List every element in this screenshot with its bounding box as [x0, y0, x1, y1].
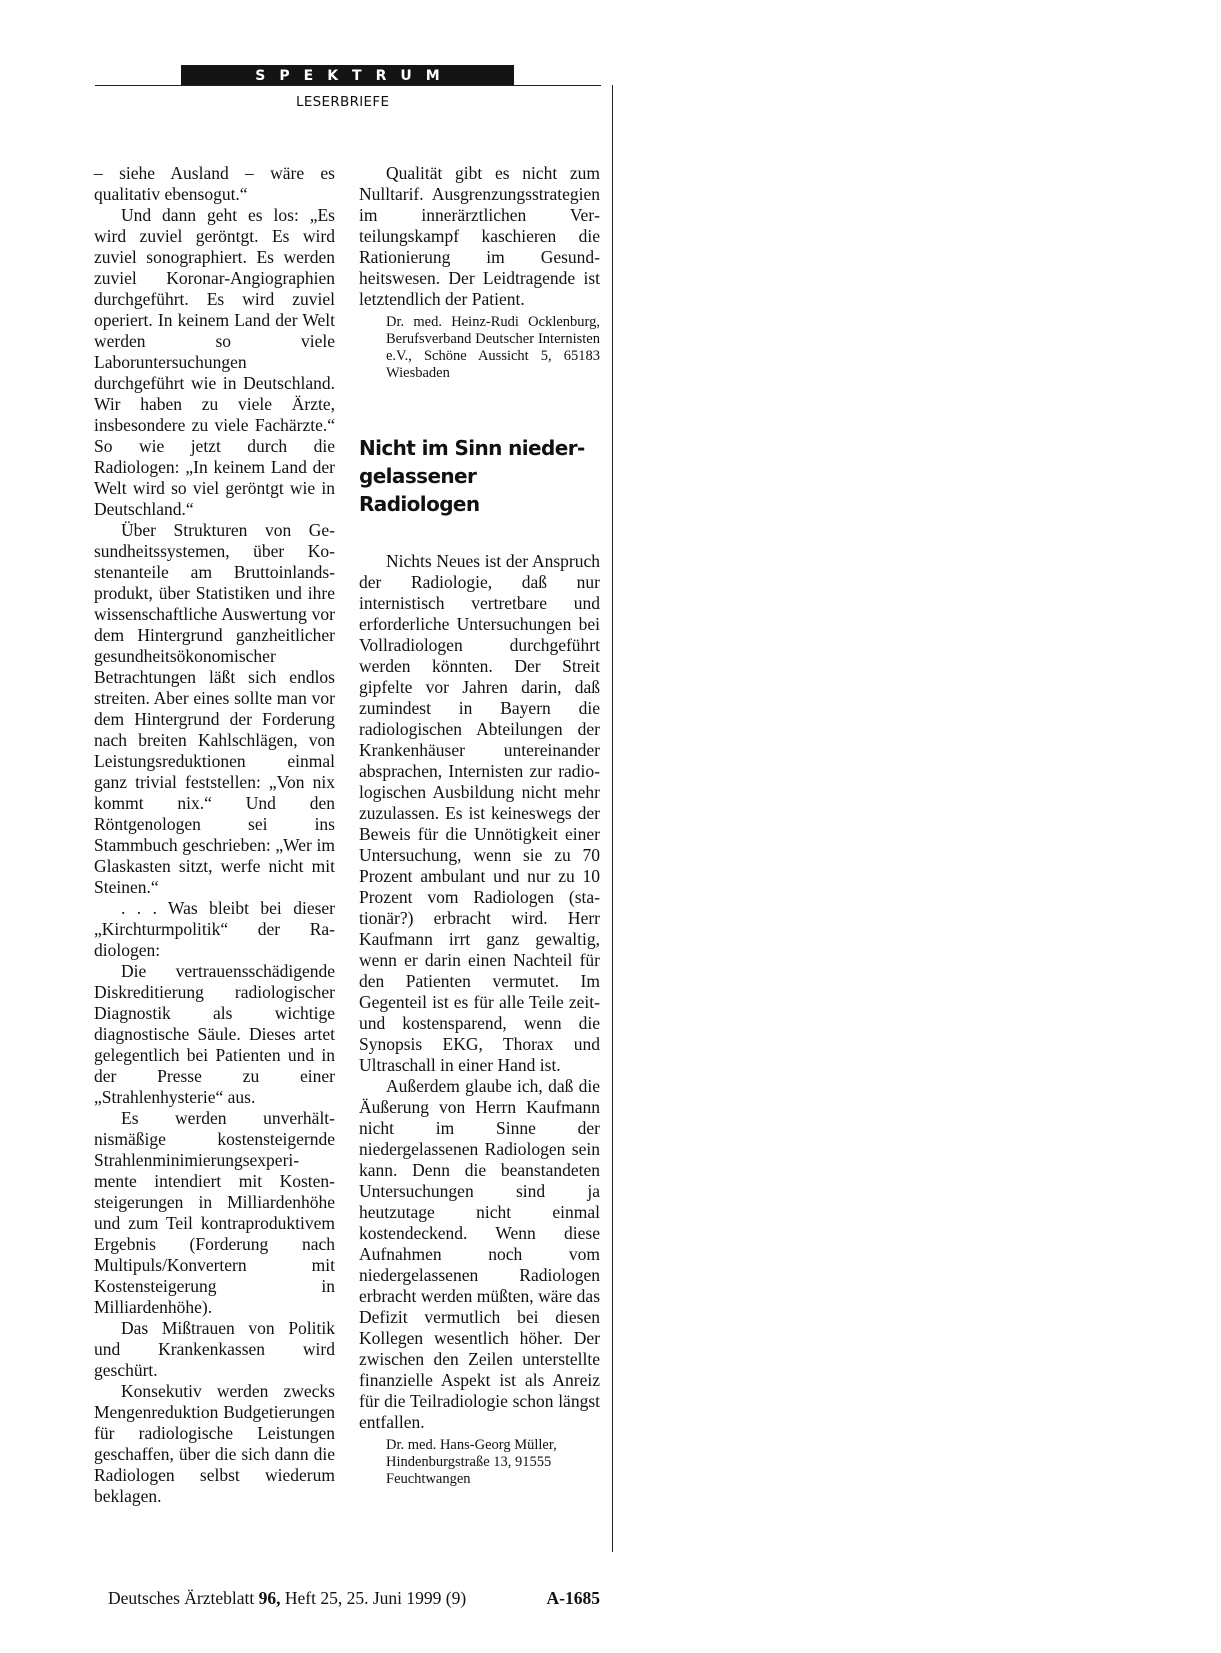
column-divider	[612, 85, 613, 1552]
signature-line: Dr. med. Hans-Georg Müller,	[386, 1437, 557, 1453]
heading-line: Nicht im Sinn nieder-	[359, 436, 585, 460]
subsection-label: LESERBRIEFE	[296, 94, 390, 110]
volume-number: 96,	[258, 1588, 281, 1608]
author-signature: Dr. med. Heinz-Rudi Ocklenburg, Berufsverband Deutscher Internisten e.V., Schöne Aussicht 5, 65183 Wiesbaden	[386, 314, 600, 381]
paragraph: Über Strukturen von Gesundheitssystemen, über Kostenanteile am Bruttoinlandsprodukt, über Statistiken und ihre wissenschaftliche Auswertung vor dem Hintergrund ganzheitlicher gesundheitsökonomischer Betrachtungen läßt sich endlos streiten. Aber eines sollte man vor dem Hintergrund der Forderung nach breiten Kahlschlägen, von Leistungsreduktionen einmal ganz trivial feststellen: „Von nix kommt nix.“ Und den Röntgenologen sei ins Stammbuch geschrieben: „Wer im Glaskasten sitzt, werfe nicht mit Steinen.“	[94, 520, 335, 897]
author-signature	[359, 1437, 600, 1488]
paragraph: Das Mißtrauen von Politik und Krankenkassen wird geschürt.	[94, 1318, 335, 1380]
heading-line: gelassener Radiologen	[359, 464, 480, 516]
issue-date: Heft 25, 25. Juni 1999 (9)	[284, 1588, 467, 1608]
section-title: SPEKTRUM	[255, 68, 454, 84]
signature-line: Feuchtwangen	[386, 1471, 471, 1487]
paragraph: Nichts Neues ist der Anspruch der Radiologie, daß nur internistisch vertretbare und erforderliche Untersuchungen bei Vollradiologen durchgeführt werden könnten. Der Streit gipfelte vor Jahren darin, daß zumindest in Bayern die radiologischen Abteilungen der Krankenhäuser untereinander absprachen, Internisten zur radiologischen Ausbildung nicht mehr zuzulassen. Es ist keineswegs der Beweis für die Unnötigkeit einer Untersuchung, wenn sie zu 70 Prozent ambulant und nur zu 10 Prozent vom Radiologen (stationär?) erbracht wird. Herr Kaufmann irrt ganz gewaltig, wenn er darin einen Nachteil für den Patienten vermutet. Im Gegenteil ist es für alle Teile zeit- und kostensparend, wenn die Synopsis EKG, Thorax und Ultraschall in einer Hand ist.	[359, 551, 600, 1075]
article-heading	[359, 434, 600, 518]
paragraph: Außerdem glaube ich, daß die Äußerung von Herrn Kaufmann nicht im Sinne der niedergelassenen Radiologen sein kann. Denn die beanstandeten Untersuchungen sind ja heutzutage nicht einmal kostendeckend. Wenn diese Aufnahmen noch vom niedergelassenen Radiologen erbracht werden müßten, wäre das Defizit vermutlich bei diesen Kollegen wesentlich höher. Der zwischen den Zeilen unterstellte finanzielle Aspekt ist als Anreiz für die Teilradiologie schon längst entfallen.	[359, 1076, 600, 1432]
header-rule	[95, 85, 601, 86]
paragraph: Es werden unverhältnismäßige kostensteigernde Strahlenminimierungsexperimente intendiert mit Kostensteigerungen in Milliardenhöhe und zum Teil kontraproduktivem Ergebnis (Forderung nach Multipuls/Konvertern mit Kostensteigerung in Milliardenhöhe).	[94, 1108, 335, 1317]
paragraph: Qualität gibt es nicht zum Nulltarif. Ausgrenzungsstrategien im innerärztlichen Verteilungskampf kaschieren die Rationierung im Gesundheitswesen. Der Leidtragende ist letztendlich der Patient.	[359, 163, 600, 309]
paragraph: Konsekutiv werden zwecks Mengenreduktion Budgetierungen für radiologische Leistungen geschaffen, über die sich dann die Radiologen selbst wiederum beklagen.	[94, 1381, 335, 1506]
journal-name: Deutsches Ärzteblatt	[108, 1588, 255, 1608]
signature-line: Hindenburgstraße 13, 91555	[386, 1454, 552, 1470]
paragraph: – siehe Ausland – wäre es qualitativ ebensogut.“	[94, 163, 335, 204]
paragraph: . . . Was bleibt bei dieser „Kirchturmpolitik“ der Radiologen:	[94, 898, 335, 960]
page-number: A-1685	[546, 1588, 600, 1608]
page-footer	[108, 1588, 600, 1609]
paragraph: Und dann geht es los: „Es wird zuviel geröntgt. Es wird zuviel sonographiert. Es werden zuviel Koronar-Angiographien durchgeführt. Es wird zuviel operiert. In keinem Land der Welt werden so viele Laboruntersuchungen durchgeführt wie in Deutschland. Wir haben zu viele Ärzte, insbesondere zu viele Fachärzte.“ So wie jetzt durch die Radiologen: „In keinem Land der Welt wird so viel geröntgt wie in Deutschland.“	[94, 205, 335, 519]
right-column	[359, 163, 600, 1488]
paragraph: Die vertrauensschädigende Diskreditierung radiologischer Diagnostik als wichtige diagnostische Säule. Dieses artet gelegentlich bei Patienten und in der Presse zu einer „Strahlenhysterie“ aus.	[94, 961, 335, 1107]
left-column	[94, 163, 335, 1507]
